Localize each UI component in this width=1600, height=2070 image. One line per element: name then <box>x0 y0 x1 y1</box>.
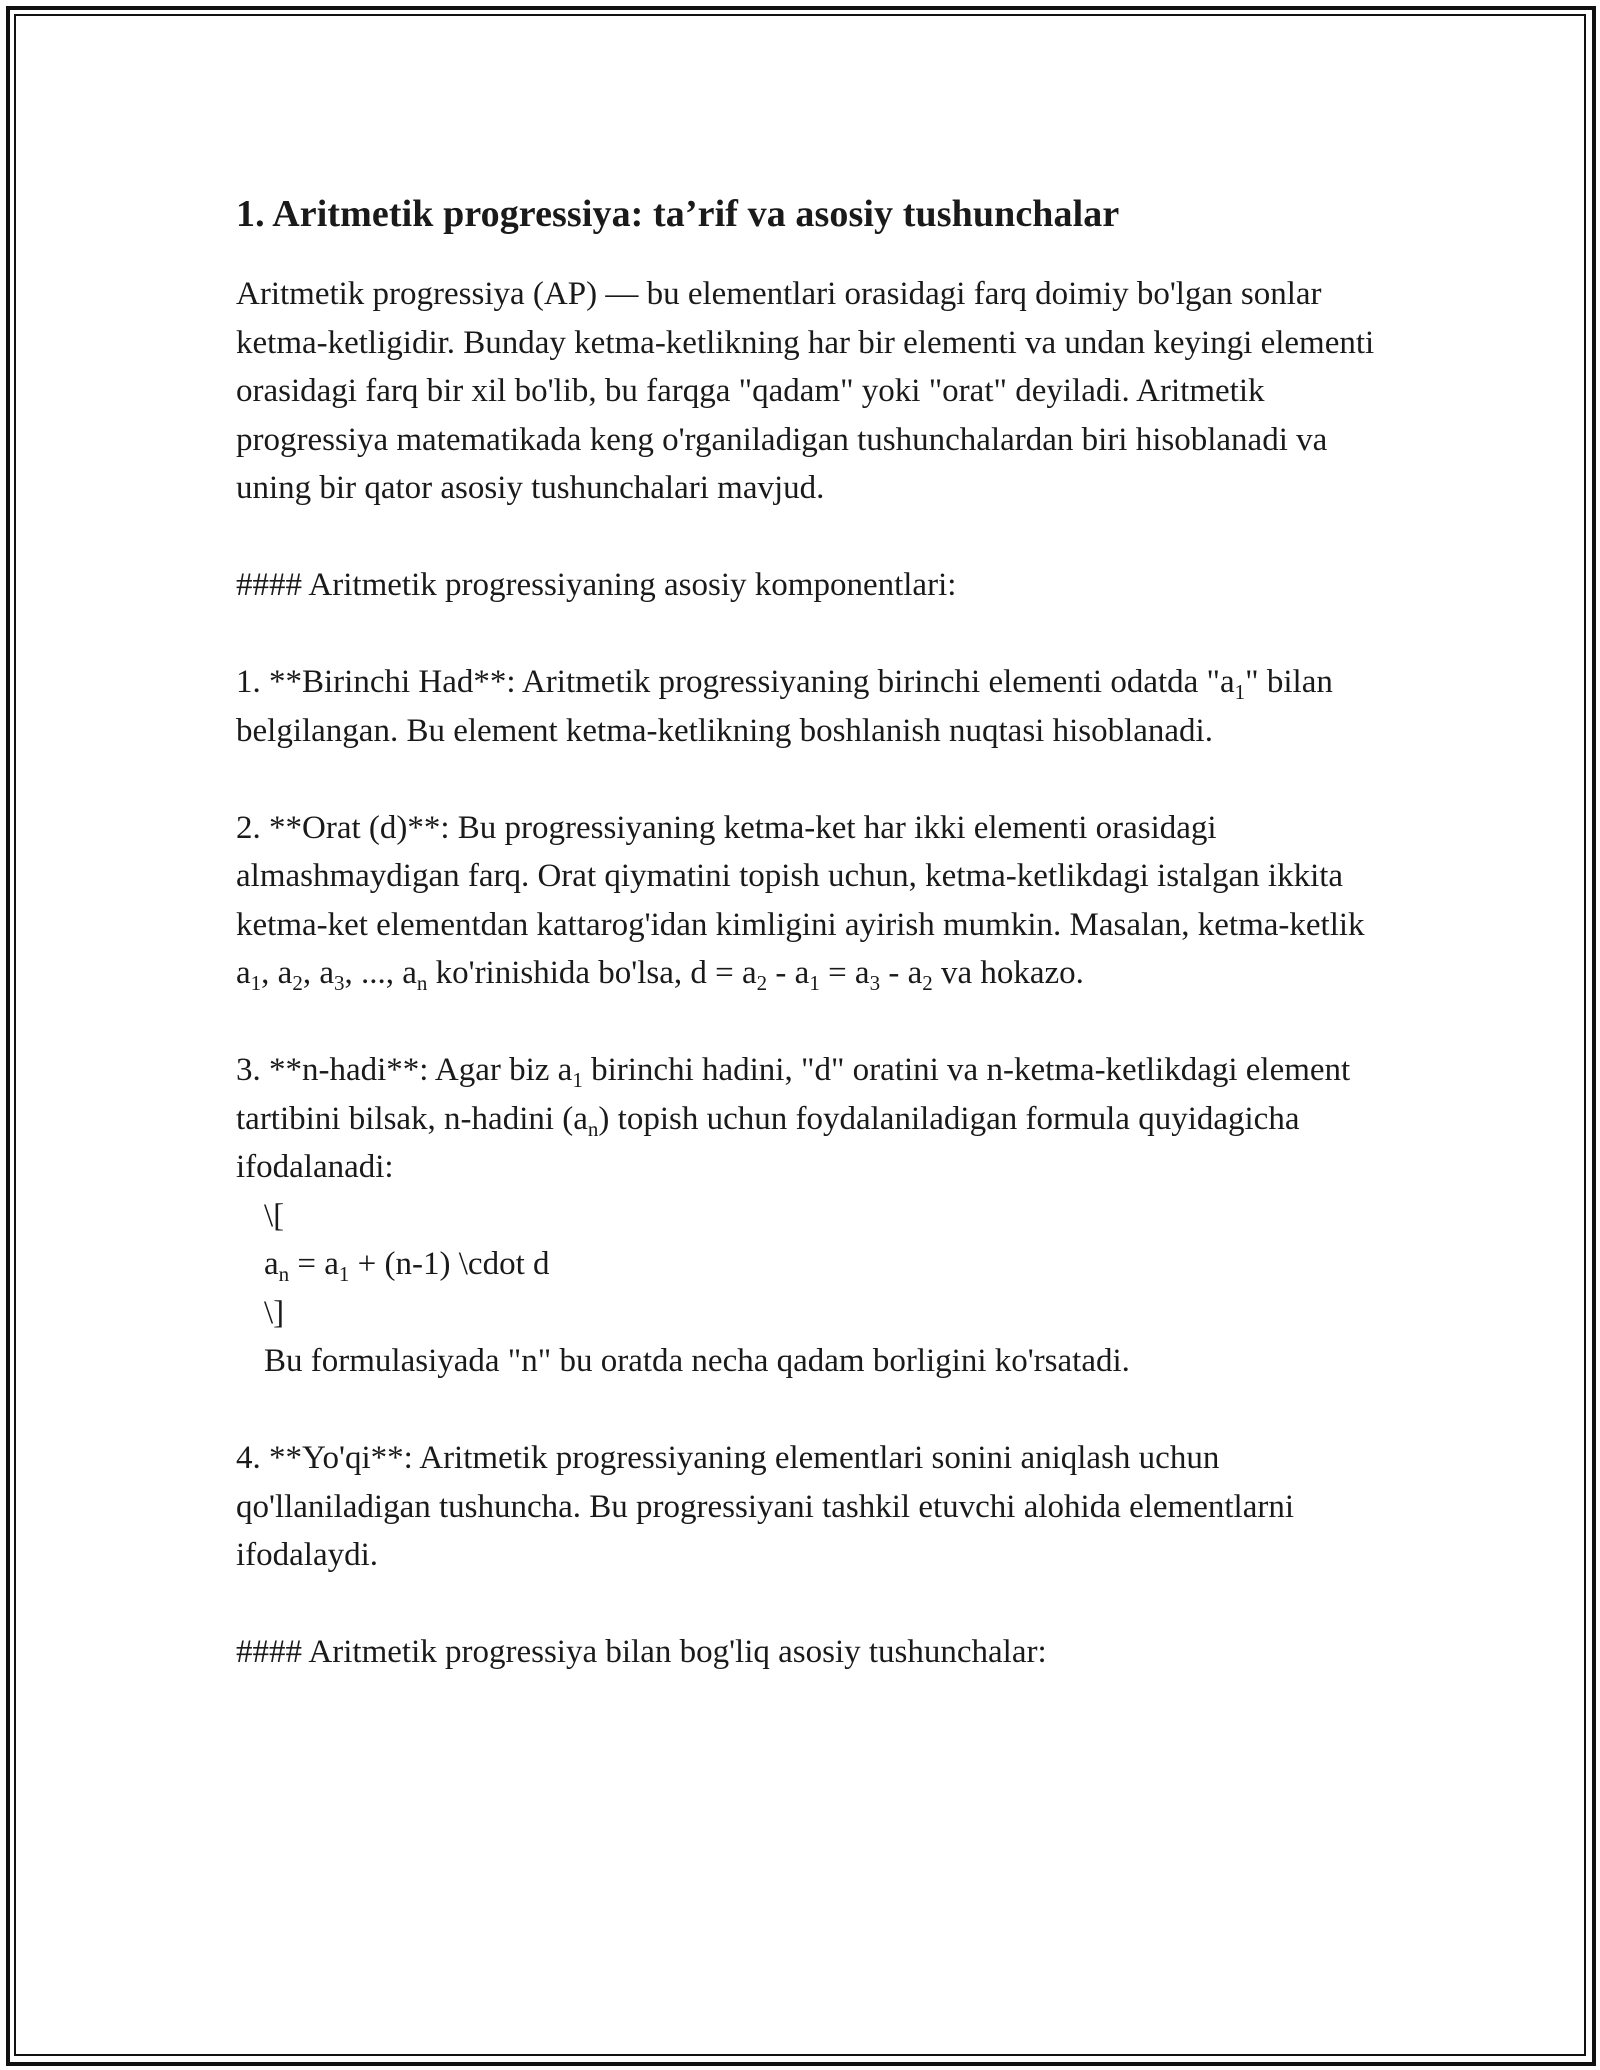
subscript: 1 <box>1234 680 1246 704</box>
list-item-common-difference <box>236 804 1376 998</box>
subscript: 3 <box>869 971 881 995</box>
formula-close-delimiter: \] <box>264 1294 285 1331</box>
subscript: n <box>278 1262 290 1286</box>
text-run: , a <box>302 955 334 991</box>
section-heading-components: #### Aritmetik progressiyaning asosiy komponentlari: <box>236 567 957 603</box>
subscript: 1 <box>572 1068 583 1092</box>
text-run: 1. **Birinchi Had**: Aritmetik progressiyaning birinchi elementi odatda "a <box>236 664 1235 700</box>
text-run: = a <box>819 955 870 991</box>
subscript: 2 <box>756 971 768 995</box>
text-run: = a <box>289 1246 339 1282</box>
formula-line <box>236 1240 1376 1289</box>
subscript: 1 <box>809 971 820 995</box>
text-run: birinchi hadini, "d" oratini va n-ketma-ketlikdagi element tartibini bilsak, n-hadini (a <box>236 1052 1351 1137</box>
text-run: , ..., a <box>344 955 417 991</box>
text-run: , a <box>261 955 293 991</box>
subscript: 2 <box>292 971 303 995</box>
text-run: a <box>264 1246 279 1282</box>
subscript: n <box>587 1116 599 1141</box>
text-run: ko'rinishida bo'lsa, d = a <box>427 955 757 991</box>
intro-paragraph: Aritmetik progressiya (AP) — bu elementlari orasidagi farq doimiy bo'lgan sonlar ketma-ketligidir. Bunday ketma-ketlikning har bir elementi va undan keyingi elementi orasidagi farq bir xil bo'lib, bu farqga "qadam" yoki "orat" deyiladi. Aritmetik progressiya matematikada keng o'rganiladigan tushunchalardan biri hisoblanadi va uning bir qator asosiy tushunchalari mavjud. <box>236 276 1375 506</box>
text-run: va hokazo. <box>932 955 1084 991</box>
formula-open-delimiter: \[ <box>264 1197 285 1234</box>
text-run: ) topish uchun foydalaniladigan formula quyidagicha ifodalanadi: <box>236 1100 1300 1185</box>
text-run: - a <box>767 955 810 991</box>
subscript: 3 <box>333 971 345 995</box>
text-run: 2. **Orat (d)**: Bu progressiyaning ketma-ket har ikki elementi orasidagi almashmaydigan farq. Orat qiymatini topish uchun, ketma-ketlikdagi istalgan ikkita ketma-ket elementdan kattarog'idan kimligini ayirish mumkin. Masalan, ketma-ketlik a <box>236 809 1365 991</box>
text-run: 3. **n-hadi**: Agar biz a <box>236 1052 573 1088</box>
subscript: n <box>416 971 428 995</box>
document-body <box>236 188 1376 1677</box>
subscript: 1 <box>250 971 262 995</box>
list-item-first-term <box>236 658 1376 755</box>
list-item-count: 4. **Yo'qi**: Aritmetik progressiyaning elementlari sonini aniqlash uchun qo'llaniladigan tushuncha. Bu progressiyani tashkil etuvchi alohida elementlarni ifodalaydi. <box>236 1440 1295 1573</box>
text-run: + (n-1) \cdot d <box>349 1246 550 1282</box>
text-run: - a <box>880 955 923 991</box>
text-run: " bilan belgilangan. Bu element ketma-ketlikning boshlanish nuqtasi hisoblanadi. <box>236 664 1333 749</box>
page-title: 1. Aritmetik progressiya: ta’rif va asosiy tushunchalar <box>236 193 1120 235</box>
section-heading-related-concepts: #### Aritmetik progressiya bilan bog'liq asosiy tushunchalar: <box>236 1634 1047 1670</box>
subscript: 2 <box>922 971 933 995</box>
formula-note: Bu formulasiyada "n" bu oratda necha qadam borligini ko'rsatadi. <box>264 1343 1130 1379</box>
subscript: 1 <box>338 1262 350 1286</box>
list-item-nth-term <box>236 1046 1376 1192</box>
